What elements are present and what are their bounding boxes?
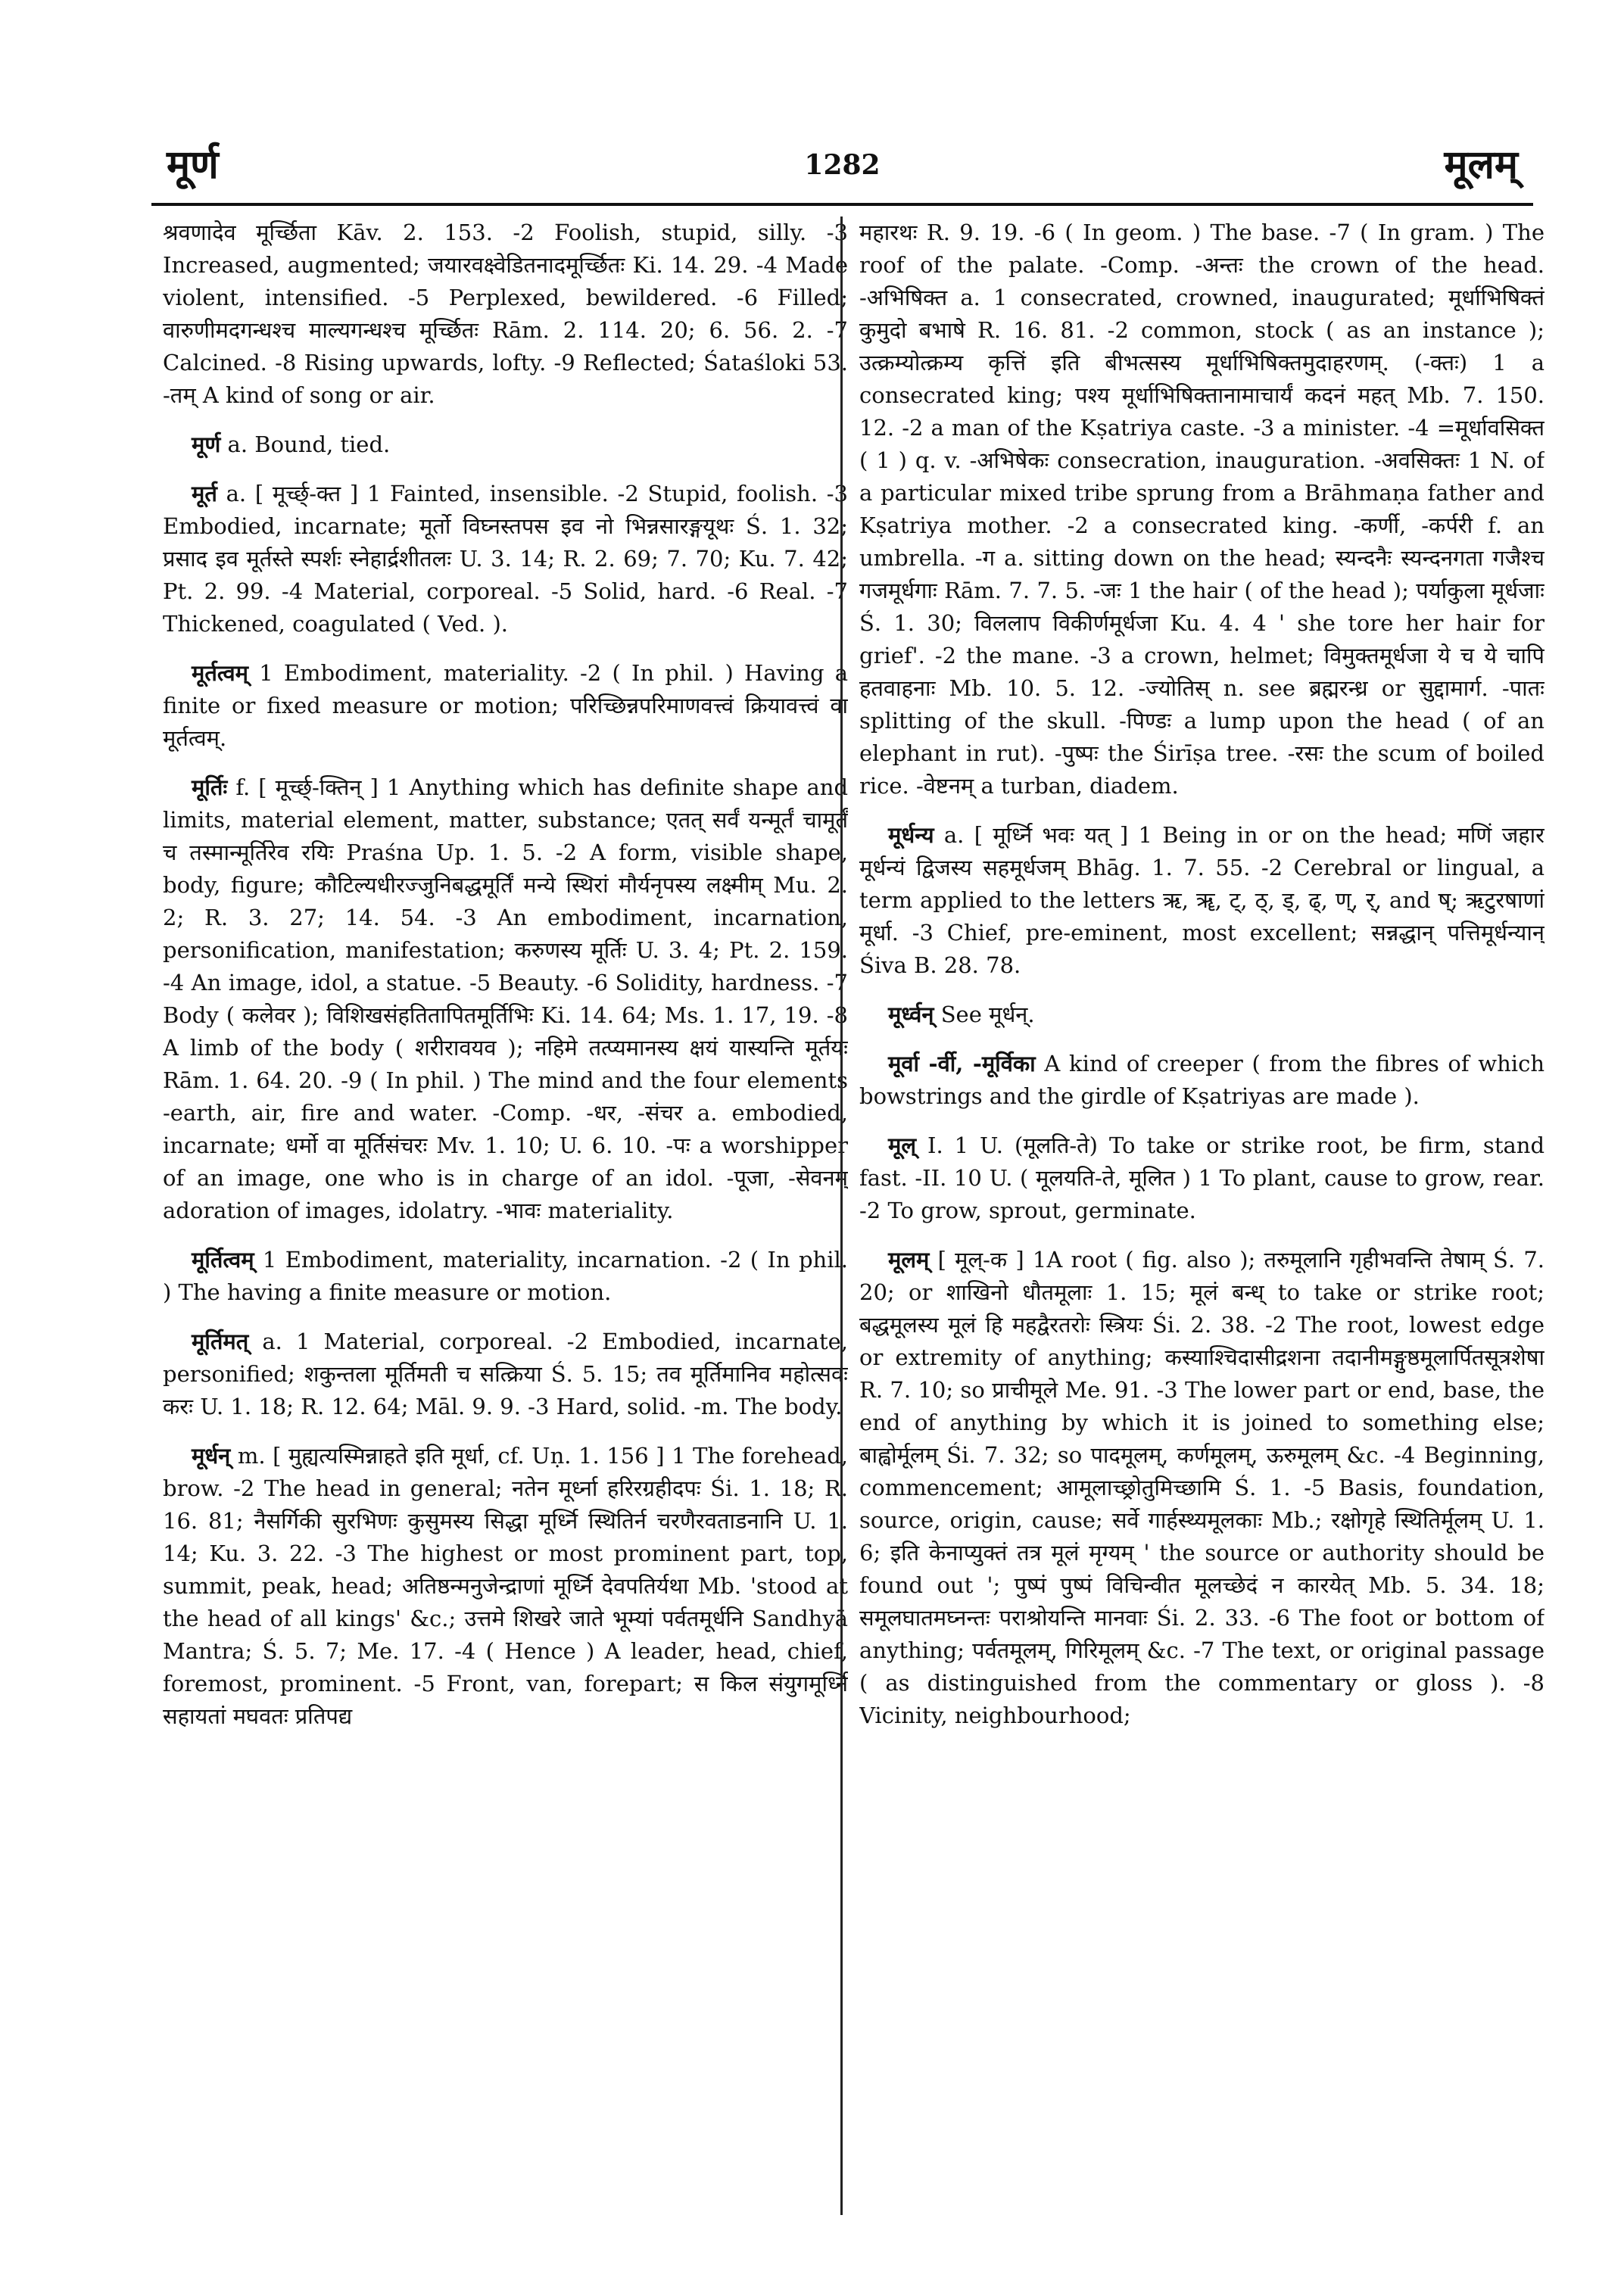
column-divider [840,217,843,2215]
page-header [151,135,1533,195]
entry-definition: m. [ मुह्यत्यस्मिन्नाहते इति मूर्धा, cf. Uṇ. 1. 156 ] 1 The forehead, brow. -2 The head in general; नतेन मूर्ध्ना हरिरग्रहीदपः Śi. 1. 18; R. 16. 81; नैसर्गिकी सुरभिणः कुसुमस्य सिद्धा मूर्ध्नि स्थितिर्न चरणैरवताडनानि U. 1. 14; Ku. 3. 22. -3 The highest or most prominent part, top, summit, peak, head; अतिष्ठन्मनुजेन्द्राणां मूर्ध्नि देवपतिर्यथा Mb. 'stood at the head of all kings' &c.; उत्तमे शिखरे जाते भूम्यां पर्वतमूर्धनि Sandhyā Mantra; Ś. 5. 7; Me. 17. -4 ( Hence ) A leader, head, chief, foremost, prominent. -5 Front, van, forepart; स किल संयुगमूर्ध्नि सहायतां मघवतः प्रतिपद्य [163,1443,848,1729]
entry-definition: श्रवणादेव मूर्च्छिता Kāv. 2. 153. -2 Foolish, stupid, silly. -3 Increased, augmented; जयारवक्ष्वेडितनादमूर्च्छितः Ki. 14. 29. -4 Made violent, intensified. -5 Perplexed, bewildered. -6 Filled; वारुणीमदगन्धश्च माल्यगन्धश्च मूर्च्छितः Rām. 2. 114. 20; 6. 56. 2. -7 Calcined. -8 Rising upwards, lofty. -9 Reflected; Śataśloki 53. -तम् A kind of song or air. [163,220,848,408]
dictionary-entry [163,1326,848,1423]
continued-entry-text [859,217,1545,802]
entry-definition: See मूर्धन्. [940,1002,1035,1027]
entry-definition: 1 Embodiment, materiality. -2 ( In phil. ) Having a finite or fixed measure or motion; परिच्छिन्नपरिमाणवत्त्वं क्रियावत्त्वं वा मूर्तत्वम्. [163,660,848,751]
entry-headword: मूर्धन् [192,1443,231,1469]
dictionary-entry [859,999,1545,1031]
entry-definition: A kind of creeper ( from the fibres of which bowstrings and the girdle of Kṣatriyas are made ). [859,1051,1545,1109]
continued-entry-text [163,217,848,412]
dictionary-entry [163,1440,848,1733]
dictionary-entry [163,657,848,755]
dictionary-entry [163,1244,848,1309]
entry-definition: a. [ मूर्ध्नि भवः यत् ] 1 Being in or on the head; मणिं जहार मूर्धन्यं द्विजस्य सहमूर्धजम् Bhāg. 1. 7. 55. -2 Cerebral or lingual, a term applied to the letters ऋ, ॠ, ट्, ठ्, ड्, ढ्, ण्, र्, and ष्; ऋटुरषाणां मूर्धा. -3 Chief, pre-eminent, most excellent; सन्नद्धान् पत्तिमूर्धन्यान् Śiva B. 28. 78. [859,822,1545,978]
dictionary-entry [859,1244,1545,1732]
entry-headword: मूर्त [192,481,217,506]
entry-headword: मूर्ध्वन् [888,1002,934,1027]
header-rule [151,203,1533,206]
right-column [859,217,1545,2238]
dictionary-entry [163,478,848,640]
entry-definition: a. 1 Material, corporeal. -2 Embodied, incarnate, personified; शकुन्तला मूर्तिमती च सत्क्रिया Ś. 5. 15; तव मूर्तिमानिव महोत्सवः करः U. 1. 18; R. 12. 64; Māl. 9. 9. -3 Hard, solid. -m. The body. [163,1329,848,1419]
entry-headword: मूर्धन्य [888,822,934,848]
dictionary-entry [859,819,1545,982]
entry-definition: महारथः R. 9. 19. -6 ( In geom. ) The base. -7 ( In gram. ) The roof of the palate. -Comp. -अन्तः the crown of the head. -अभिषिक्त a. 1 consecrated, crowned, inaugurated; मूर्धाभिषिक्तं कुमुदो बभाषे R. 16. 81. -2 common, stock ( as an instance ); उत्क्रम्योत्क्रम्य कृत्तिं इति बीभत्सस्य मूर्धाभिषिक्तमुदाहरणम्. (-क्तः) 1 a consecrated king; पश्य मूर्धाभिषिक्तानामाचार्यं कदनं महत् Mb. 7. 150. 12. -2 a man of the Kṣatriya caste. -3 a minister. -4 =मूर्धावसिक्त ( 1 ) q. v. -अभिषेकः consecration, inauguration. -अवसिक्तः 1 N. of a particular mixed tribe sprung from a Brāhmaṇa father and Kṣatriya mother. -2 a consecrated king. -कर्णी, -कर्परी f. an umbrella. -ग a. sitting down on the head; स्यन्दनैः स्यन्दनगता गजैश्च गजमूर्धगाः Rām. 7. 7. 5. -जः 1 the hair ( of the head ); पर्याकुला मूर्धजाः Ś. 1. 30; विललाप विकीर्णमूर्धजा Ku. 4. 4 ' she tore her hair for grief'. -2 the mane. -3 a crown, helmet; विमुक्तमूर्धजा ये च ये चापि हतवाहनाः Mb. 10. 5. 12. -ज्योतिस् n. see ब्रह्मरन्ध्र or सुद्दामार्ग. -पातः splitting of the skull. -पिण्डः a lump upon the head ( of an elephant in rut). -पुष्पः the Śirīṣa tree. -रसः the scum of boiled rice. -वेष्टनम् a turban, diadem. [859,220,1545,799]
entry-headword: मूर्वा -र्वी, -मूर्विका [888,1051,1036,1076]
dictionary-entry [859,1048,1545,1113]
dictionary-entry [859,1129,1545,1227]
entry-headword: मूर्तित्वम् [192,1247,254,1273]
dictionary-entry [163,428,848,461]
entry-definition: a. Bound, tied. [227,431,391,457]
entry-headword: मूलम् [888,1247,930,1273]
dictionary-entry [163,771,848,1227]
page-number: 1282 [804,149,881,181]
left-column [163,217,848,2238]
entry-definition: I. 1 U. (मूलति-ते) To take or strike root, be firm, stand fast. -II. 10 U. ( मूलयति-ते, मूलित ) 1 To plant, cause to grow, rear. -2 To grow, sprout, germinate. [859,1132,1545,1223]
entry-headword: मूल् [888,1132,917,1158]
entry-definition: f. [ मूर्च्छ्-क्तिन् ] 1 Anything which has definite shape and limits, material element, matter, substance; एतत् सर्वं यन्मूर्तं चामूर्तं च तस्मान्मूर्तिरेव रयिः Praśna Up. 1. 5. -2 A form, visible shape, body, figure; कौटिल्यधीरज्जुनिबद्धमूर्तिं मन्ये स्थिरां मौर्यनृपस्य लक्ष्मीम् Mu. 2. 2; R. 3. 27; 14. 54. -3 An embodiment, incarnation, personification, manifestation; करुणस्य मूर्तिः U. 3. 4; Pt. 2. 159. -4 An image, idol, a statue. -5 Beauty. -6 Solidity, hardness. -7 Body ( कलेवर ); विशिखसंहतितापितमूर्तिभिः Ki. 14. 64; Ms. 1. 17, 19. -8 A limb of the body ( शरीरावयव ); नहिमे तत्प्यमानस्य क्षयं यास्यन्ति मूर्तयः Rām. 1. 64. 20. -9 ( In phil. ) The mind and the four elements -earth, air, fire and water. -Comp. -धर, -संचर a. embodied, incarnate; धर्मो वा मूर्तिसंचरः Mv. 1. 10; U. 6. 10. -पः a worshipper of an image, one who is in charge of an idol. -पूजा, -सेवनम् adoration of images, idolatry. -भावः materiality. [163,774,848,1223]
entry-headword: मूर्तिमत् [192,1329,249,1354]
entry-headword: मूर्तिः [192,774,228,800]
entry-definition: [ मूल्-क ] 1A root ( fig. also ); तरुमूलानि गृहीभवन्ति तेषाम् Ś. 7. 20; or शाखिनो धौतमूलाः 1. 15; मूलं बन्ध् to take or strike root; बद्धमूलस्य मूलं हि महद्वैरतरोः स्त्रियः Śi. 2. 38. -2 The root, lowest edge or extremity of anything; कस्याश्चिदासीद्रशना तदानीमङ्गुष्ठमूलार्पितसूत्रशेषा R. 7. 10; so प्राचीमूले Me. 91. -3 The lower part or end, base, the end of anything by which it is joined to something else; बाह्वोर्मूलम् Śi. 7. 32; so पादमूलम्, कर्णमूलम्, ऊरुमूलम् &c. -4 Beginning, commencement; आमूलाच्छ्रोतुमिच्छामि Ś. 1. -5 Basis, foundation, source, origin, cause; सर्वे गार्हस्थ्यमूलकाः Mb.; रक्षोगृहे स्थितिर्मूलम् U. 1. 6; इति केनाप्युक्तं तत्र मूलं मृग्यम् ' the source or authority should be found out '; पुष्पं पुष्पं विचिन्वीत मूलच्छेदं न कारयेत् Mb. 5. 34. 18; समूलघातमघ्नन्तः पराश्रोयन्ति मानवाः Śi. 2. 33. -6 The foot or bottom of anything; पर्वतमूलम्, गिरिमूलम् &c. -7 The text, or original passage ( as distinguished from the commentary or gloss ). -8 Vicinity, neighbourhood; [859,1247,1545,1728]
right-running-headword: मूलम् [1444,142,1518,188]
entry-headword: मूर्ण [192,431,221,457]
entry-definition: 1 Embodiment, materiality, incarnation. -2 ( In phil. ) The having a finite measure or motion. [163,1247,848,1305]
left-running-headword: मूर्ण [167,142,219,188]
entry-headword: मूर्तत्वम् [192,660,249,686]
entry-definition: a. [ मूर्च्छ्-क्त ] 1 Fainted, insensible. -2 Stupid, foolish. -3 Embodied, incarnate; मूर्तो विघ्नस्तपस इव नो भिन्नसारङ्गयूथः Ś. 1. 32; प्रसाद इव मूर्तस्ते स्पर्शः स्नेहार्द्रशीतलः U. 3. 14; R. 2. 69; 7. 70; Ku. 7. 42; Pt. 2. 99. -4 Material, corporeal. -5 Solid, hard. -6 Real. -7 Thickened, coagulated ( Ved. ). [163,481,848,637]
